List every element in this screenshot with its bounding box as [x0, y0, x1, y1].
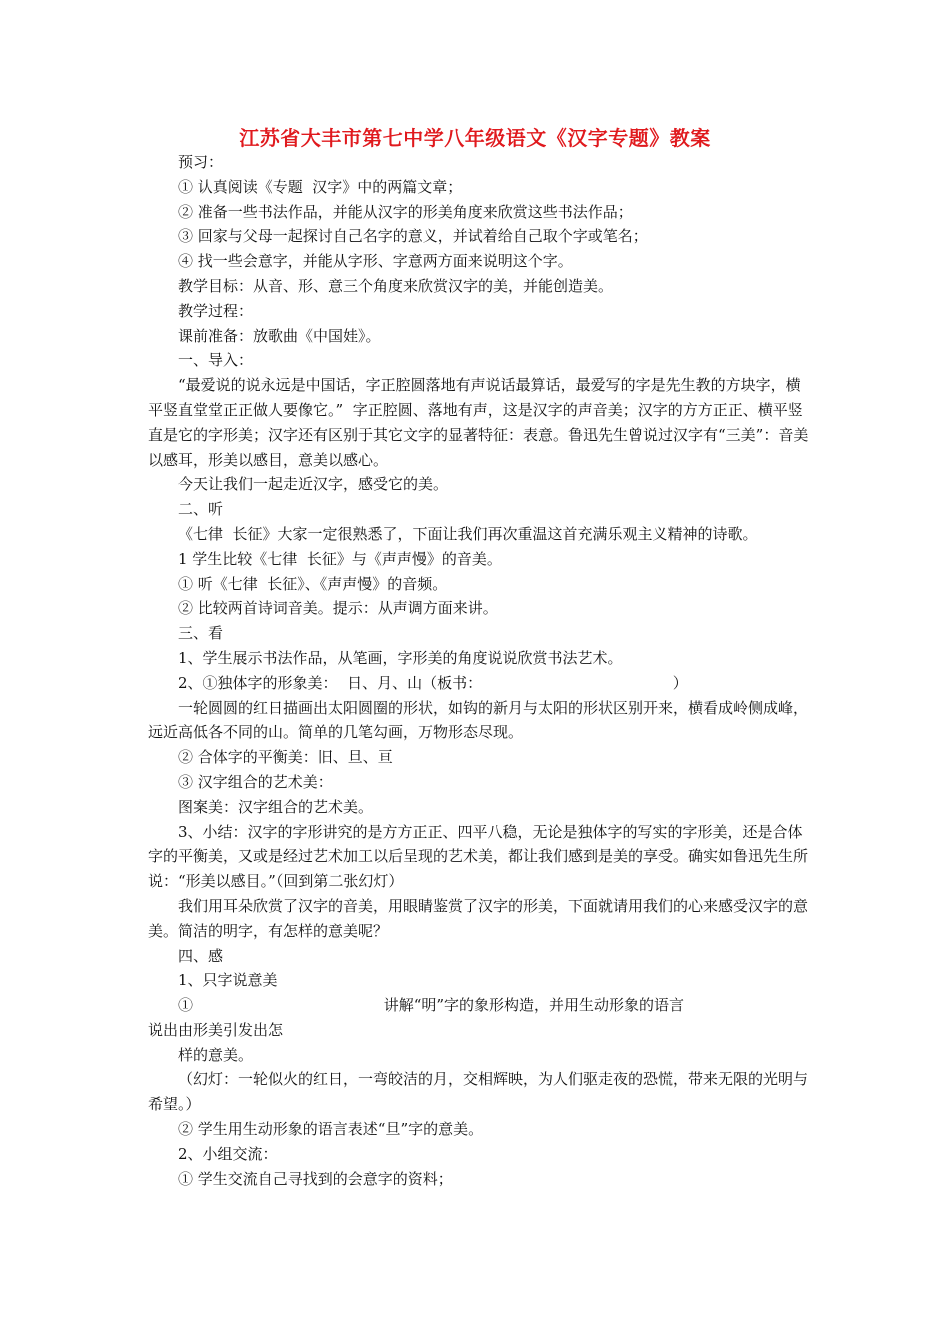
paragraph-group-item-1: ① 学生交流自己寻找到的会意字的资料；: [178, 1169, 453, 1188]
paragraph-teaching-process: 教学过程：: [178, 301, 254, 320]
document-title: 江苏省大丰市第七中学八年级语文《汉字专题》教案: [239, 126, 711, 150]
paragraph-look-summary: 3、小结：汉字的字形讲究的是方方正正、四平八稳，无论是独体字的写实的字形美，还是合体字的平衡美，又或是经过艺术加工以后呈现的艺术美，都让我们感到是美的享受。确实如鲁迅先生所说：“形美以感目。”（回到第二张幻灯）: [148, 822, 809, 891]
paragraph-preview-item-4: ④ 找一些会意字，并能从字形、字意两方面来说明这个字。: [178, 252, 573, 271]
paragraph-look-item-2: 2、①独体字的形象美： 日、月、山（板书： ）: [178, 673, 688, 692]
document-body: [148, 150, 810, 1191]
paragraph-listen-sub-2: ② 比较两首诗词音美。提示：从声调方面来讲。: [178, 599, 498, 618]
paragraph-intro-quote: “最爱说的说永远是中国话，字正腔圆落地有声说话最算话，最爱写的字是先生教的方块字，横平竖直堂堂正正做人要像它。” 字正腔圆、落地有声，这是汉字的声音美；汉字的方方正正、横平竖直是它的字形美；汉字还有区别于其它文字的显著特征：表意。鲁迅先生曾说过汉字有“三美”：音美以感耳，形美以感目，意美以感心。: [148, 376, 809, 469]
paragraph-listen-intro: 《七律 长征》大家一定很熟悉了，下面让我们再次重温这首充满乐观主义精神的诗歌。: [178, 524, 758, 543]
paragraph-group-discussion: 2、小组交流：: [178, 1144, 278, 1163]
paragraph-transition: 我们用耳朵欣赏了汉字的音美，用眼睛鉴赏了汉字的形美，下面就请用我们的心来感受汉字的意美。简洁的明字，有怎样的意美呢？: [148, 896, 809, 940]
section-heading-intro: 一、导入：: [178, 351, 254, 370]
paragraph-preview-item-3: ③ 回家与父母一起探讨自己名字的意义，并试着给自己取个字或笔名；: [178, 227, 648, 246]
paragraph-feel-sub-2: ② 学生用生动形象的语言表述“旦”字的意美。: [178, 1120, 484, 1139]
section-heading-feel: 四、感: [178, 946, 224, 965]
paragraph-feel-sub-1-continued: 说出由形美引发出怎: [148, 1020, 284, 1039]
paragraph-look-pattern: 图案美：汉字组合的艺术美。: [178, 797, 374, 816]
paragraph-look-sub-3: ③ 汉字组合的艺术美：: [178, 772, 333, 791]
paragraph-preview-item-1: ① 认真阅读《专题 汉字》中的两篇文章；: [178, 177, 463, 196]
paragraph-feel-sub-1: ① 讲解“明”字的象形构造，并用生动形象的语言: [178, 996, 685, 1015]
paragraph-feel-item-1: 1、只字说意美: [178, 971, 278, 990]
section-heading-look: 三、看: [178, 624, 224, 643]
paragraph-preparation: 课前准备：放歌曲《中国娃》。: [178, 326, 381, 345]
paragraph-slide-note: （幻灯：一轮似火的红日，一弯皎洁的月，交相辉映，为人们驱走夜的恐慌，带来无限的光明与希望。）: [148, 1070, 809, 1114]
section-heading-listen: 二、听: [178, 500, 224, 519]
paragraph-listen-item-1: 1 学生比较《七律 长征》与《声声慢》的音美。: [178, 549, 502, 568]
paragraph-intro-closing: 今天让我们一起走近汉字，感受它的美。: [178, 475, 449, 494]
paragraph-look-item-1: 1、学生展示书法作品，从笔画，字形美的角度说说欣赏书法艺术。: [178, 648, 623, 667]
paragraph-teaching-goal: 教学目标：从音、形、意三个角度来欣赏汉字的美，并能创造美。: [178, 276, 614, 295]
paragraph-listen-sub-1: ① 听《七律 长征》、《声声慢》的音频。: [178, 574, 448, 593]
paragraph-feel-sub-1-end: 样的意美。: [178, 1045, 254, 1064]
paragraph-preview-item-2: ② 准备一些书法作品，并能从汉字的形美角度来欣赏这些书法作品；: [178, 202, 633, 221]
paragraph-look-description: 一轮圆圆的红日描画出太阳圆圈的形状，如钩的新月与太阳的形状区别开来，横看成岭侧成峰，远近高低各不同的山。简单的几笔勾画，万物形态尽现。: [148, 698, 809, 742]
paragraph-look-sub-2: ② 合体字的平衡美：旧、旦、亘: [178, 748, 393, 767]
paragraph-preview-heading: 预习：: [178, 153, 224, 171]
